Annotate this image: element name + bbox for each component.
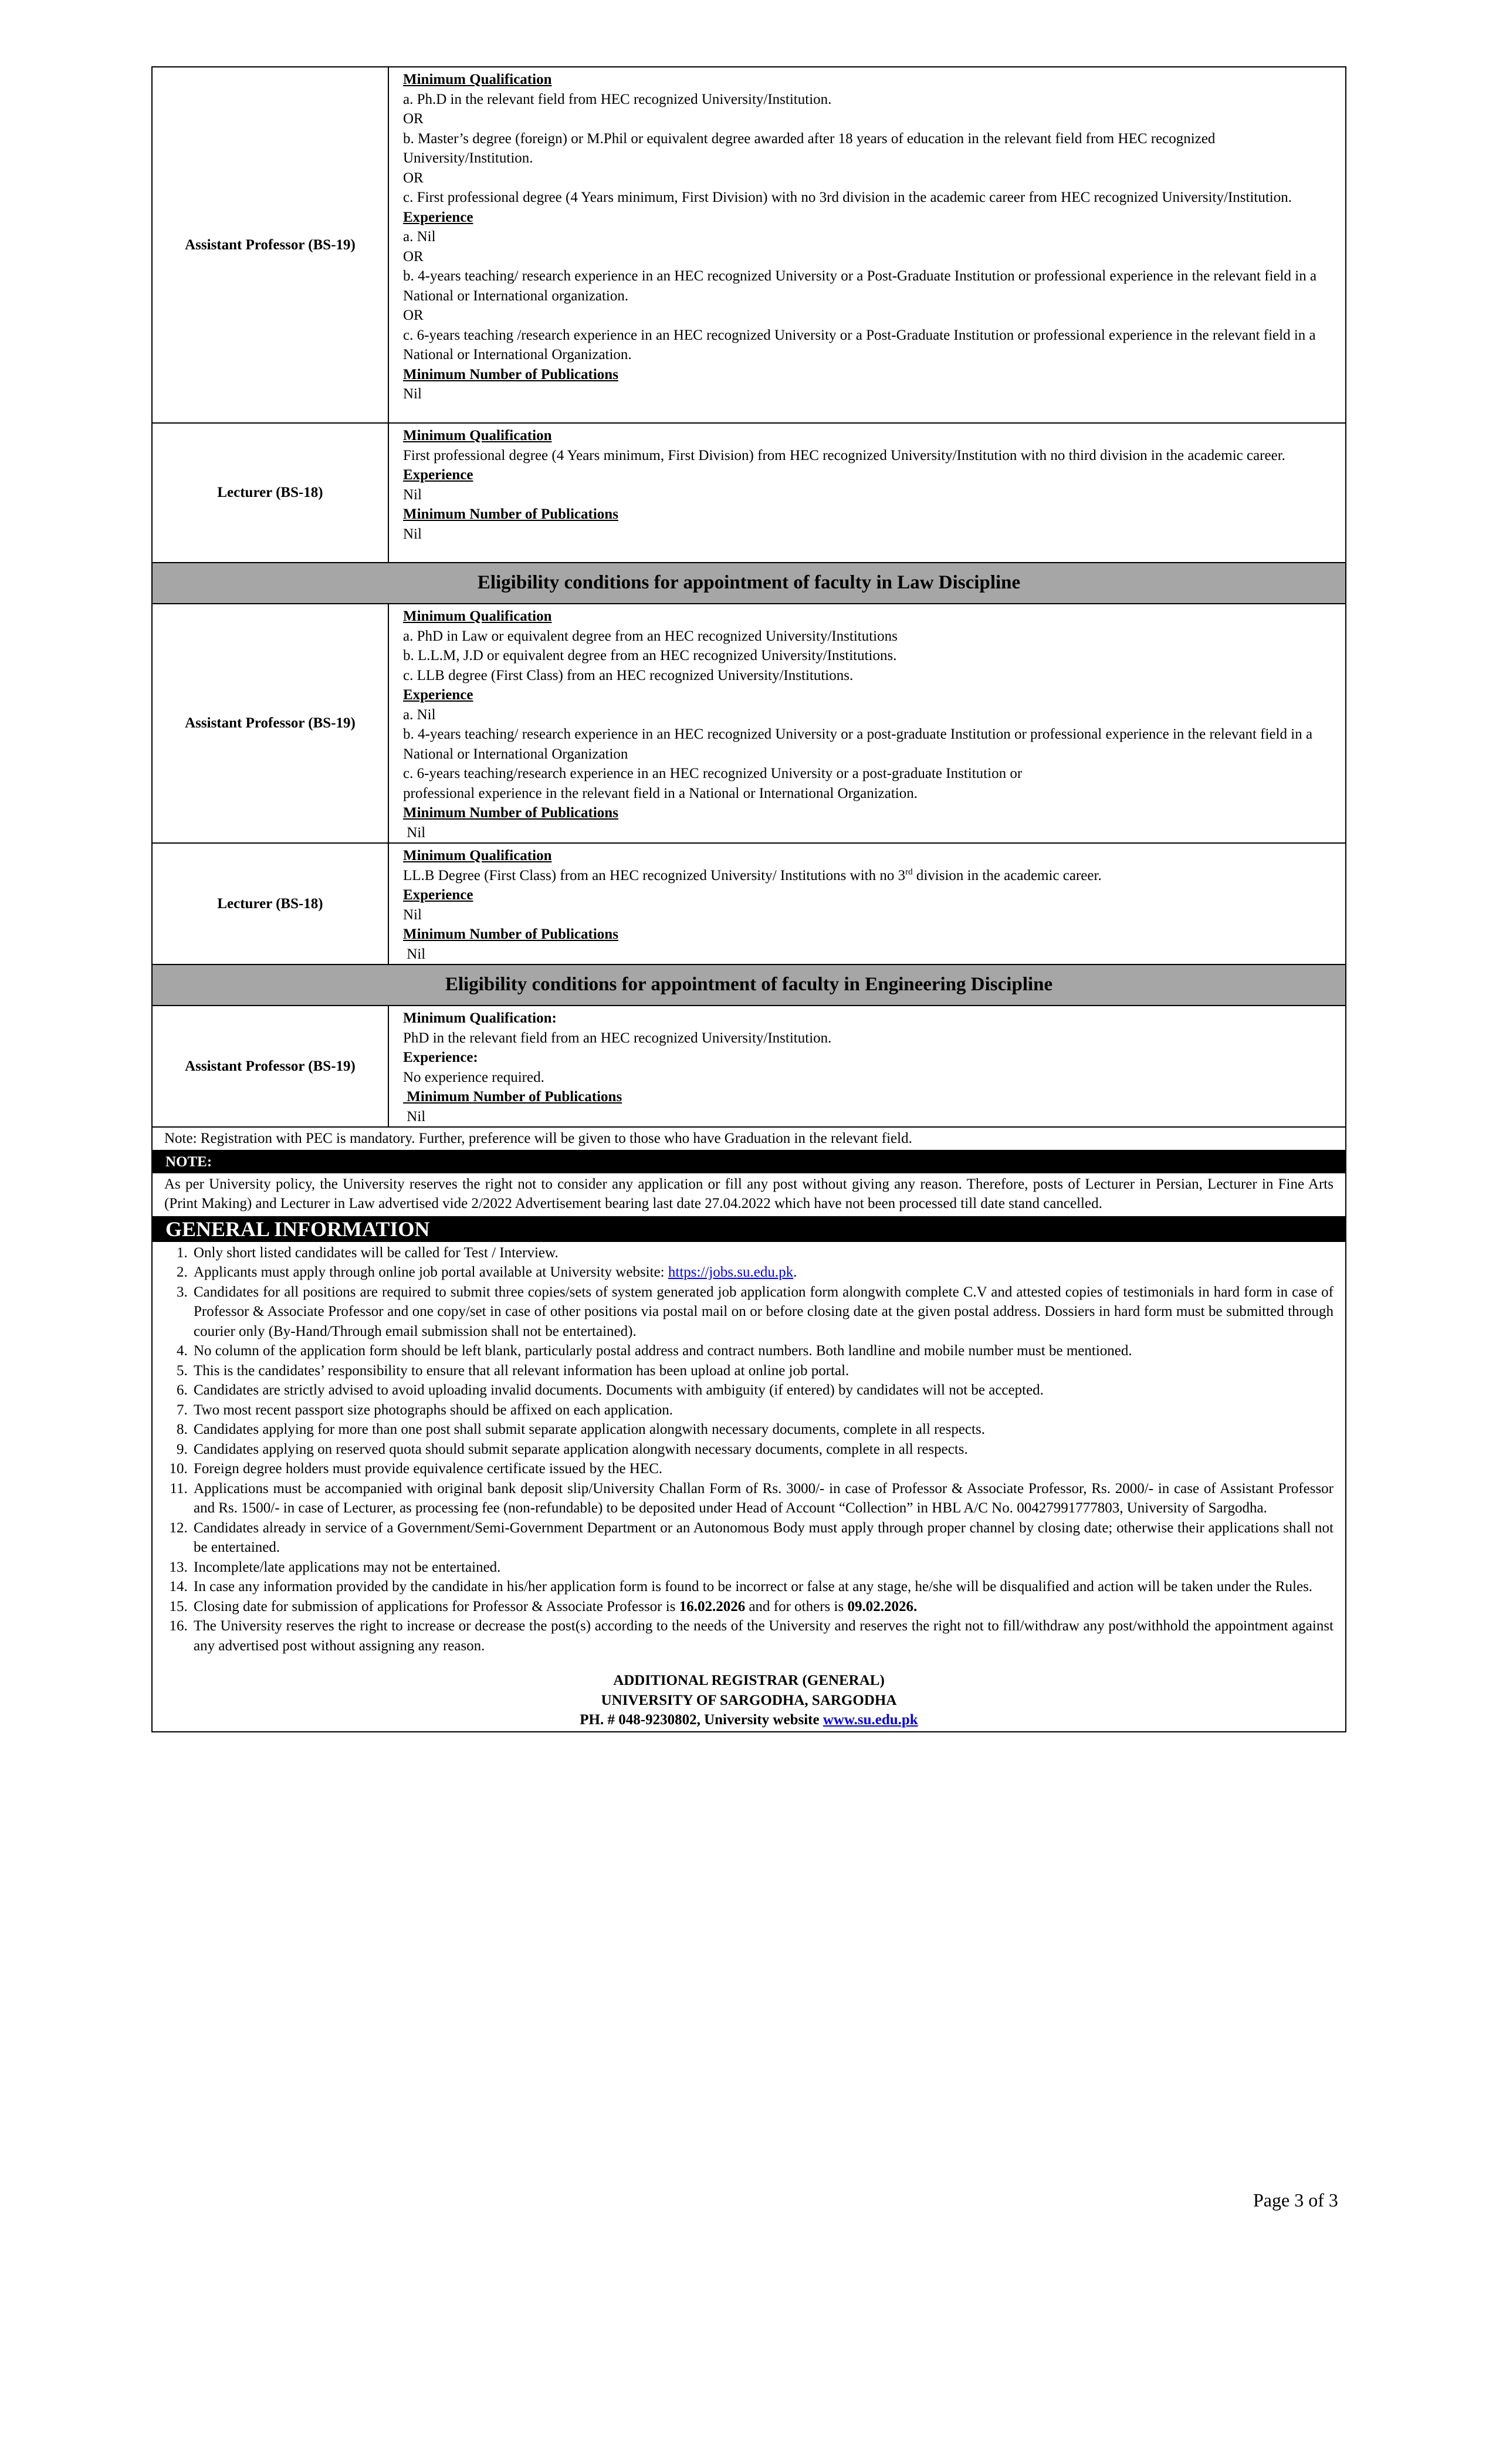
requirements-cell: [388, 423, 1345, 563]
requirement-text: Nil: [403, 526, 422, 542]
requirement-heading: Experience: [403, 467, 473, 483]
list-item-text: .: [793, 1264, 797, 1280]
requirement-text: b. L.L.M, J.D or equivalent degree from an HEC recognized University/Institutions.: [403, 648, 897, 664]
post-title: Assistant Professor (BS-19): [153, 67, 388, 423]
list-item: 10. Foreign degree holders must provide equivalence certificate issued by the HEC.: [191, 1459, 1333, 1479]
requirement-heading: Minimum Number of Publications: [403, 506, 618, 522]
requirement-text: c. LLB degree (First Class) from an HEC recognized University/Institutions.: [403, 667, 854, 683]
list-item-text: Closing date for submission of applications for Professor & Associate Professor is: [194, 1598, 679, 1615]
qualification-text-start: LL.B Degree (First Class) from an HEC recognized University/ Institutions with no 3: [403, 867, 906, 884]
requirement-heading: Minimum Qualification:: [403, 1010, 557, 1026]
section-heading: Eligibility conditions for appointment of faculty in Law Discipline: [153, 563, 1345, 604]
requirement-text: OR: [403, 170, 424, 186]
requirement-text: b. Master’s degree (foreign) or M.Phil or equivalent degree awarded after 18 years of education in the relevant field from HEC recognized University/Institution.: [403, 130, 1216, 166]
closing-date-others: 09.02.2026.: [847, 1598, 918, 1615]
requirement-heading: Minimum Number of Publications: [403, 366, 618, 383]
post-title: Assistant Professor (BS-19): [153, 604, 388, 843]
publications-heading: Minimum Number of Publications: [403, 926, 618, 942]
list-item: 6. Candidates are strictly advised to avoid uploading invalid documents. Documents with ambiguity (if entered) by candidates will not be accepted.: [191, 1380, 1333, 1400]
requirement-text: b. 4-years teaching/ research experience in an HEC recognized University or a post-graduate Institution or professional experience in the relevant field in a National or International Organization: [403, 726, 1313, 762]
list-item: 14. In case any information provided by the candidate in his/her application form is found to be incorrect or false at any stage, he/she will be disqualified and action will be taken under the Rules.: [191, 1577, 1333, 1597]
requirement-text: c. 6-years teaching/research experience in an HEC recognized University or a post-graduate Institution or: [403, 766, 1023, 781]
contact-line: [153, 1710, 1345, 1730]
eng-assistant-row: [153, 1006, 1345, 1127]
cs-assistant-row: [153, 67, 1345, 423]
qualification-text-end: division in the academic career.: [912, 867, 1102, 884]
requirement-text: First professional degree (4 Years minimum, First Division) from HEC recognized University/Institution with no third division in the academic career.: [403, 447, 1285, 463]
closing-date-professor: 16.02.2026: [679, 1598, 746, 1615]
requirement-text: PhD in the relevant field from an HEC recognized University/Institution.: [403, 1030, 832, 1046]
engineering-section-header-row: [153, 964, 1345, 1006]
list-item: 9. Candidates applying on reserved quota should submit separate application alongwith necessary documents, complete in all respects.: [191, 1440, 1333, 1460]
requirement-text: Nil: [403, 824, 426, 841]
signatory-title: ADDITIONAL REGISTRAR (GENERAL): [613, 1673, 885, 1688]
requirement-text: No experience required.: [403, 1069, 544, 1085]
list-item: 3. Candidates for all positions are required to submit three copies/sets of system generated job application form alongwith complete C.V and attested copies of testimonials in hard form in case of Professor & Associate Professor and one copy/set in case of other positions via postal mail on or before closing date at the given postal address. Dossiers in hard form must be submitted through courier only (By-Hand/Through email submission shall not be entertained).: [191, 1282, 1333, 1342]
cs-lecturer-row: [153, 423, 1345, 563]
pec-note: Note: Registration with PEC is mandatory. Further, preference will be given to those who have Graduation in the relevant field.: [153, 1127, 1345, 1150]
signature-block: [153, 1656, 1345, 1731]
requirement-heading: Experience: [403, 687, 473, 703]
law-assistant-row: [153, 604, 1345, 843]
requirement-heading: Minimum Qualification: [403, 72, 552, 87]
requirement-heading: Minimum Number of Publications: [403, 1089, 622, 1105]
phone-text: PH. # 048-9230802, University website: [580, 1712, 823, 1728]
list-item: 13. Incomplete/late applications may not be entertained.: [191, 1558, 1333, 1578]
list-item: [191, 1263, 1333, 1282]
university-name: UNIVERSITY OF SARGODHA, SARGODHA: [601, 1692, 897, 1708]
requirement-text: c. First professional degree (4 Years minimum, First Division) with no 3rd division in the academic career from HEC recognized University/Institution.: [403, 189, 1292, 205]
list-item: [191, 1597, 1333, 1617]
list-item: 7. Two most recent passport size photographs should be affixed on each application.: [191, 1400, 1333, 1420]
policy-note: As per University policy, the University reserves the right not to consider any application or fill any post without giving any reason. Therefore, posts of Lecturer in Persian, Lecturer in Fine Arts (Print Making) and Lecturer in Law advertised vide 2/2022 Advertisement bearing last date 27.04.2022 which have not been processed till date stand cancelled.: [164, 1176, 1333, 1211]
jobs-portal-link[interactable]: https://jobs.su.edu.pk: [668, 1264, 794, 1280]
post-title: Lecturer (BS-18): [153, 423, 388, 563]
list-item: 8. Candidates applying for more than one post shall submit separate application alongwith necessary documents, complete in all respects.: [191, 1420, 1333, 1440]
list-item: 1. Only short listed candidates will be called for Test / Interview.: [191, 1243, 1333, 1263]
list-item-text: Applicants must apply through online job portal available at University website:: [194, 1264, 668, 1280]
requirement-text: c. 6-years teaching /research experience in an HEC recognized University or a Post-Graduate Institution or professional experience in the relevant field in a National or International Organization.: [403, 327, 1316, 363]
requirements-cell: [388, 604, 1345, 843]
post-title: Lecturer (BS-18): [153, 843, 388, 964]
requirement-heading: Minimum Number of Publications: [403, 805, 618, 821]
requirement-text: Nil: [403, 386, 422, 402]
requirement-heading: Experience: [403, 209, 473, 225]
experience-heading: Experience: [403, 887, 473, 903]
law-section-header-row: [153, 563, 1345, 604]
note-bar: NOTE:: [153, 1151, 1345, 1173]
general-information-list: [153, 1242, 1345, 1656]
requirement-text: OR: [403, 248, 424, 265]
requirement-text: a. Ph.D in the relevant field from HEC recognized University/Institution.: [403, 91, 832, 107]
post-title: Assistant Professor (BS-19): [153, 1006, 388, 1127]
list-item: 5. This is the candidates’ responsibility to ensure that all relevant information has been upload at online job portal.: [191, 1361, 1333, 1381]
page-number: Page 3 of 3: [1253, 2189, 1338, 2211]
list-item: 4. No column of the application form should be left blank, particularly postal address and contract numbers. Both landline and mobile number must be mentioned.: [191, 1341, 1333, 1361]
law-lecturer-row: [153, 843, 1345, 964]
experience-text: Nil: [403, 906, 422, 923]
general-information-bar: GENERAL INFORMATION: [153, 1216, 1345, 1242]
requirements-cell: [388, 67, 1345, 423]
publications-text: Nil: [403, 946, 426, 962]
pec-note-row: [153, 1127, 1345, 1150]
requirement-text: a. Nil: [403, 706, 436, 723]
requirement-text: professional experience in the relevant field in a National or International Organization.: [403, 785, 918, 801]
requirement-text: b. 4-years teaching/ research experience in an HEC recognized University or a Post-Graduate Institution or professional experience in the relevant field in a National or International organization.: [403, 268, 1317, 304]
list-item-text: and for others is: [745, 1598, 848, 1615]
requirements-cell: [388, 843, 1345, 964]
qualification-text: [403, 866, 1338, 886]
requirement-text: a. Nil: [403, 229, 436, 245]
requirements-cell: [388, 1006, 1345, 1127]
requirement-text: Nil: [403, 486, 422, 503]
requirement-heading: Experience:: [403, 1050, 478, 1065]
requirement-text: a. PhD in Law or equivalent degree from an HEC recognized University/Institutions: [403, 628, 898, 644]
list-item: 11. Applications must be accompanied with original bank deposit slip/University Challan Form of Rs. 3000/- in case of Professor & Associate Professor, Rs. 2000/- in case of Assistant Professor and Rs. 1500/- in case of Lecturer, as processing fee (non-refundable) to be deposited under Head of Account “Collection” in HBL A/C No. 00427991777803, University of Sargodha.: [191, 1479, 1333, 1518]
eligibility-document: [151, 66, 1346, 1732]
requirement-heading: Minimum Qualification: [403, 608, 552, 624]
qualification-heading: Minimum Qualification: [403, 848, 552, 864]
requirement-heading: Minimum Qualification: [403, 428, 552, 444]
ordinal-suffix: rd: [905, 867, 913, 877]
eligibility-table: [153, 67, 1345, 1151]
list-item: 16. The University reserves the right to increase or decrease the post(s) according to the needs of the University and reserves the right not to fill/withdraw any post/withhold the appointment against any advertised post without assigning any reason.: [191, 1616, 1333, 1656]
university-website-link[interactable]: www.su.edu.pk: [823, 1712, 918, 1728]
requirement-text: Nil: [403, 1108, 426, 1125]
section-heading: Eligibility conditions for appointment of faculty in Engineering Discipline: [153, 964, 1345, 1006]
requirement-text: OR: [403, 307, 424, 323]
list-item: 12. Candidates already in service of a Government/Semi-Government Department or an Autonomous Body must apply through proper channel by closing date; otherwise their applications shall not be entertained.: [191, 1518, 1333, 1558]
requirement-text: OR: [403, 111, 424, 127]
